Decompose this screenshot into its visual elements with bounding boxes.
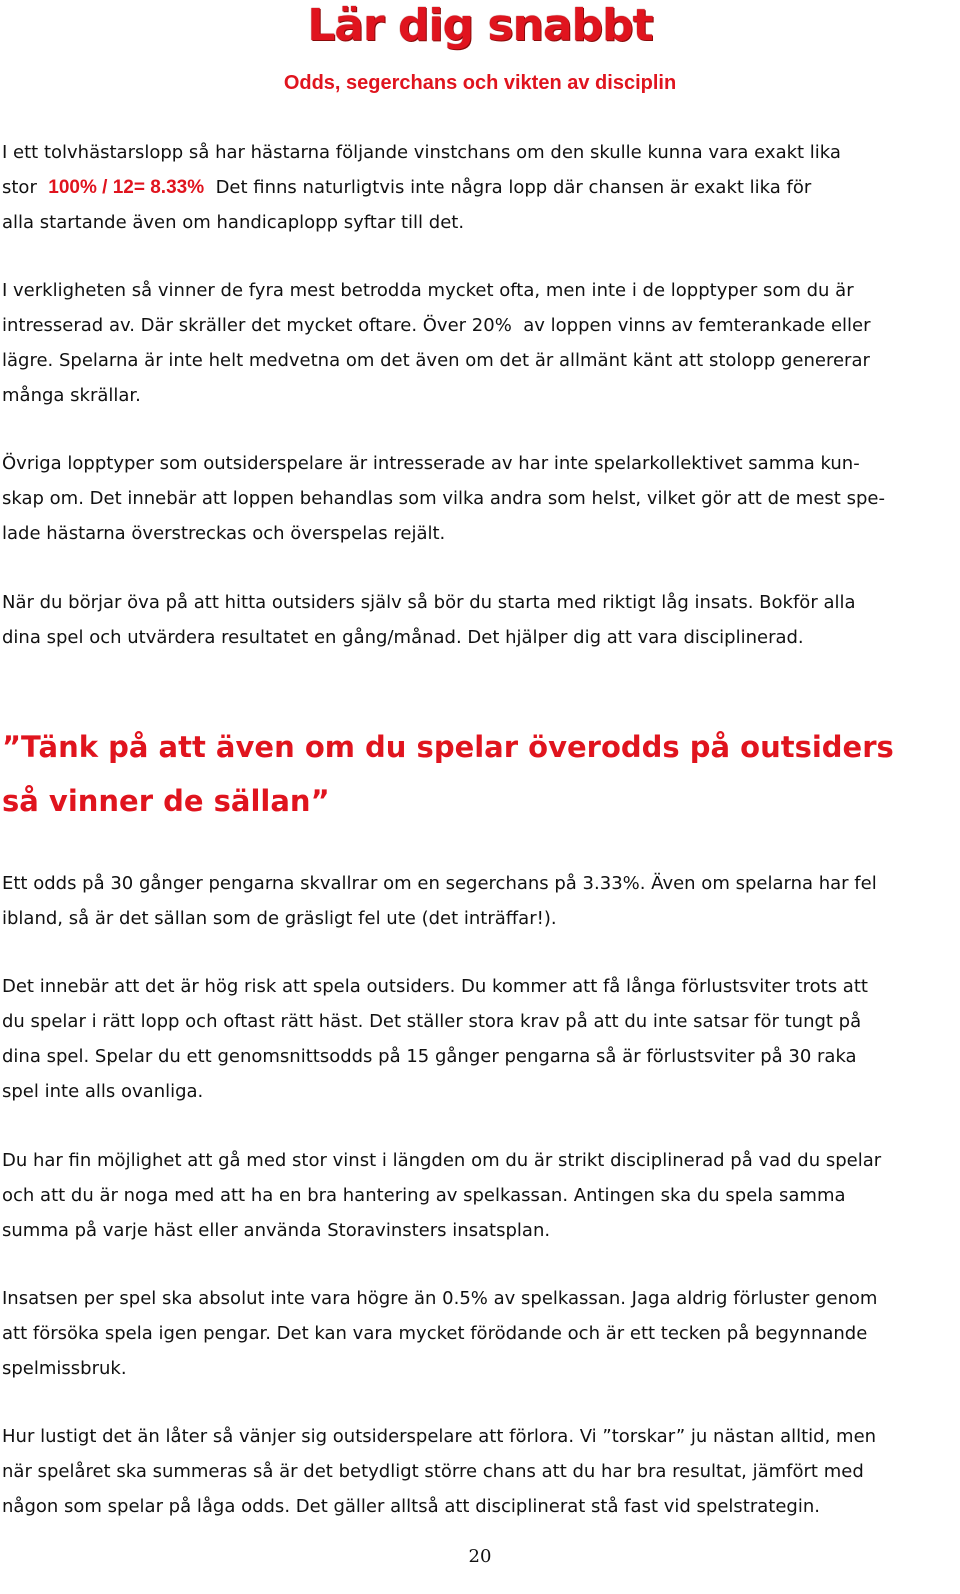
- text-line: när spelåret ska summeras så är det betydligt större chans att du har bra resultat, jämfört med: [2, 1461, 864, 1482]
- quote-heading: [2, 720, 952, 828]
- text-line: I verkligheten så vinner de fyra mest betrodda mycket ofta, men inte i de lopptyper som du är: [2, 280, 854, 301]
- text-line: skap om. Det innebär att loppen behandlas som vilka andra som helst, vilket gör att de mest spe-: [2, 488, 885, 509]
- text-line: dina spel. Spelar du ett genomsnittsodds på 15 gånger pengarna så är förlustsviter på 30 raka: [2, 1046, 857, 1067]
- paragraph-other-race-types: [2, 446, 952, 551]
- text-line: Hur lustigt det än låter så vänjer sig outsiderspelare att förlora. Vi ”torskar” ju nästan alltid, men: [2, 1426, 877, 1447]
- paragraph-stake: [2, 1281, 952, 1386]
- text-line: Ett odds på 30 gånger pengarna skvallrar om en segerchans på 3.33%. Även om spelarna har fel: [2, 873, 877, 894]
- heading-line: ”Tänk på att även om du spelar överodds på outsiders: [2, 730, 894, 764]
- text-line: och att du är noga med att ha en bra hantering av spelkassan. Antingen ska du spela samma: [2, 1185, 846, 1206]
- text-line: någon som spelar på låga odds. Det gäller alltså att disciplinerat stå fast vid spelstrategin.: [2, 1496, 820, 1517]
- paragraph-odds-30: [2, 866, 952, 936]
- text-line: du spelar i rätt lopp och oftast rätt häst. Det ställer stora krav på att du inte satsar för tungt på: [2, 1011, 862, 1032]
- text-line: många skrällar.: [2, 385, 141, 406]
- text-line: spel inte alls ovanliga.: [2, 1081, 204, 1102]
- text-line: lägre. Spelarna är inte helt medvetna om det även om det är allmänt känt att stolopp genererar: [2, 350, 870, 371]
- text-segment: Det finns naturligtvis inte några lopp där chansen är exakt lika för: [204, 177, 812, 198]
- paragraph-odds-intro: [2, 135, 952, 240]
- highlight-percentage: 100% / 12= 8.33%: [48, 177, 205, 198]
- page-subtitle: Odds, segerchans och vikten av disciplin: [283, 72, 677, 94]
- paragraph-start-practice: [2, 585, 952, 655]
- paragraph-risk: [2, 969, 952, 1109]
- text-line: I ett tolvhästarslopp så har hästarna följande vinstchans om den skulle kunna vara exakt lika: [2, 142, 841, 163]
- text-line: Insatsen per spel ska absolut inte vara högre än 0.5% av spelkassan. Jaga aldrig förluster genom: [2, 1288, 878, 1309]
- text-line: Det innebär att det är hög risk att spela outsiders. Du kommer att få långa förlustsviter trots att: [2, 976, 868, 997]
- paragraph-discipline: [2, 1143, 952, 1248]
- text-line: Övriga lopptyper som outsiderspelare är intresserade av har inte spelarkollektivet samma kun-: [2, 453, 860, 474]
- paragraph-losing: [2, 1419, 952, 1524]
- heading-line: så vinner de sällan”: [2, 784, 330, 818]
- title-logo: Lär dig snabbt: [307, 0, 653, 51]
- text-line: Du har fin möjlighet att gå med stor vinst i längden om du är strikt disciplinerad på vad du spelar: [2, 1150, 882, 1171]
- text-line: lade hästarna överstreckas och överspelas rejält.: [2, 523, 446, 544]
- text-line: dina spel och utvärdera resultatet en gång/månad. Det hjälper dig att vara disciplinerad.: [2, 627, 804, 648]
- text-line: alla startande även om handicaplopp syftar till det.: [2, 212, 465, 233]
- text-line: att försöka spela igen pengar. Det kan vara mycket förödande och är ett tecken på begynnande: [2, 1323, 868, 1344]
- text-line: [2, 170, 952, 205]
- text-line: intresserad av. Där skräller det mycket oftare. Över 20% av loppen vinns av femterankade eller: [2, 315, 871, 336]
- text-segment: stor: [2, 177, 49, 198]
- page-number: 20: [468, 1546, 492, 1567]
- text-line: summa på varje häst eller använda Storavinsters insatsplan.: [2, 1220, 551, 1241]
- paragraph-reality: [2, 273, 952, 413]
- text-line: När du börjar öva på att hitta outsiders själv så bör du starta med riktigt låg insats. Bokför alla: [2, 592, 856, 613]
- text-line: ibland, så är det sällan som de gräsligt fel ute (det inträffar!).: [2, 908, 557, 929]
- text-line: spelmissbruk.: [2, 1358, 127, 1379]
